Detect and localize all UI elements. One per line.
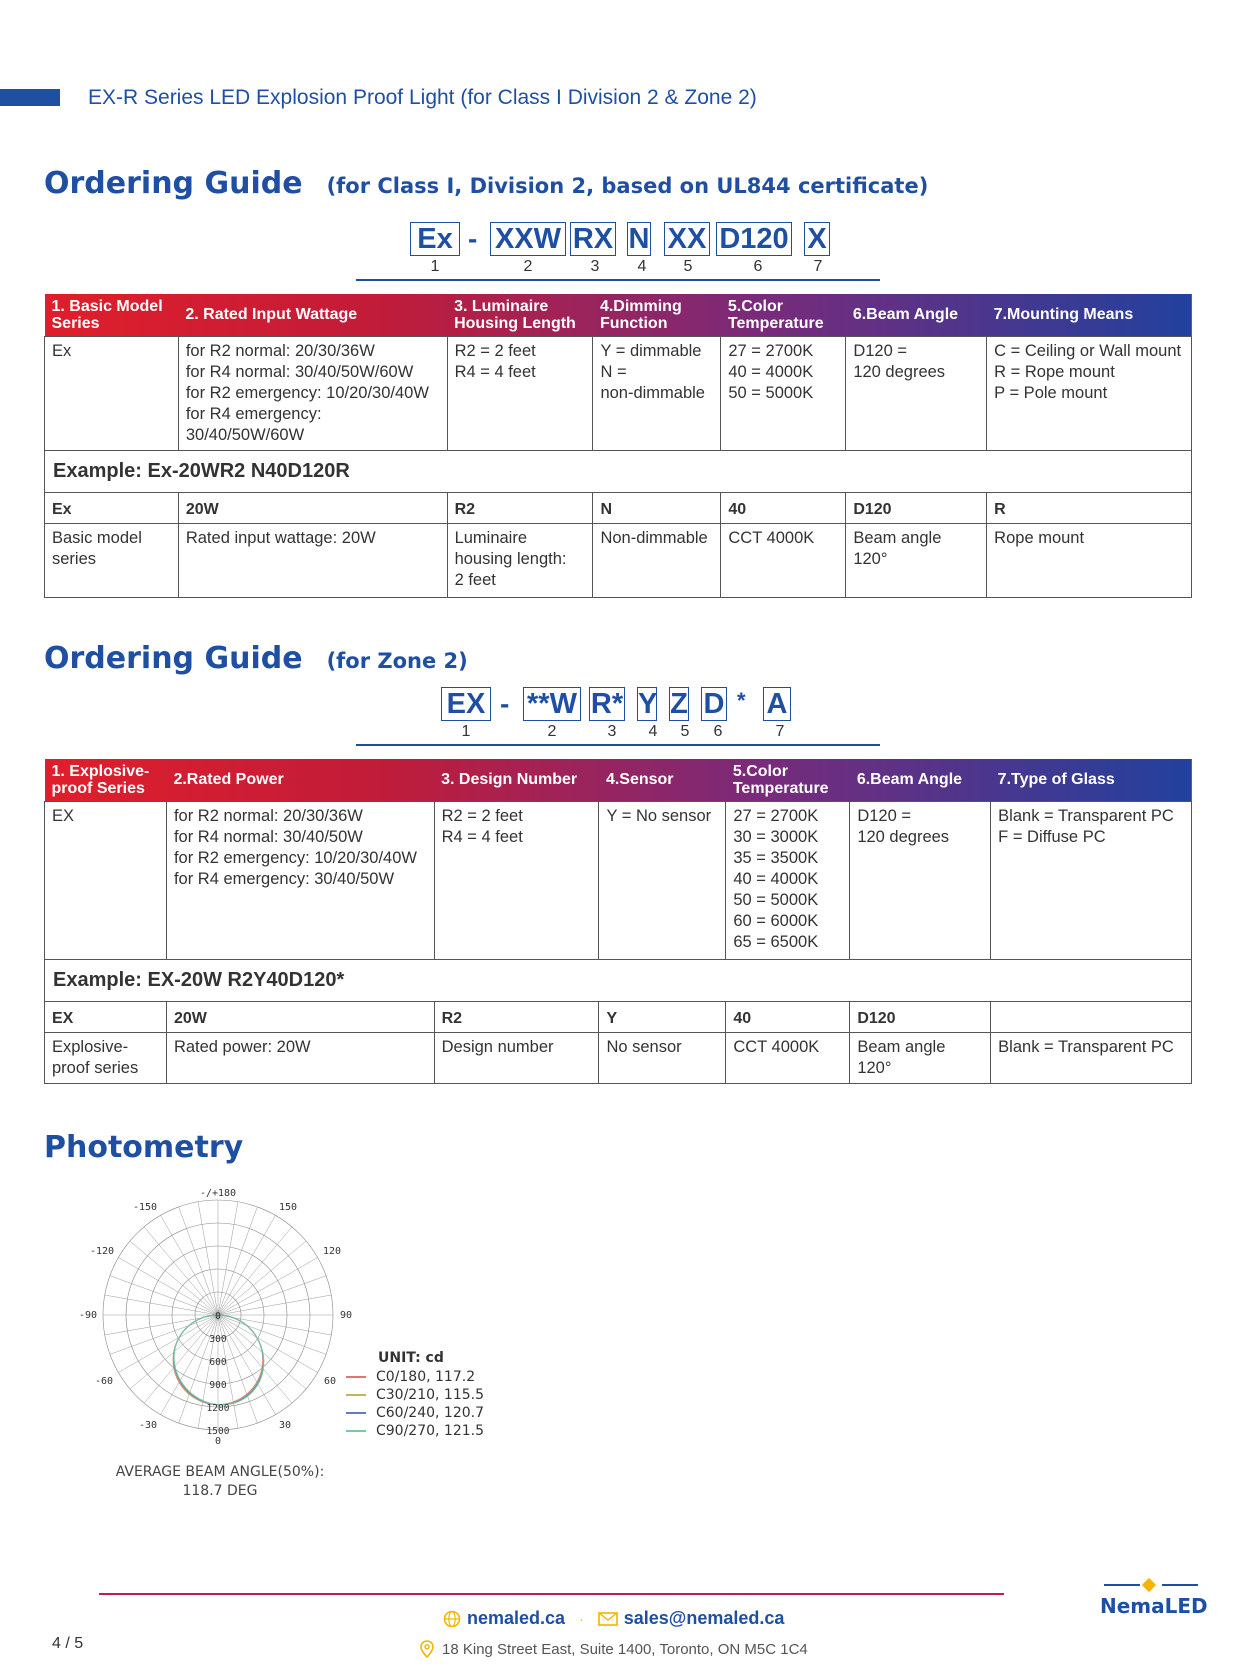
radial-label: 900 bbox=[209, 1380, 227, 1391]
example-code-cell: D120 bbox=[850, 1001, 991, 1032]
radial-label: 300 bbox=[209, 1334, 227, 1345]
example-code-cell: R2 bbox=[447, 492, 593, 523]
example-title: Example: EX-20W R2Y40D120* bbox=[45, 959, 1192, 1001]
code-part-5: XX bbox=[664, 222, 710, 256]
angle-label: -120 bbox=[89, 1246, 115, 1257]
angle-label: -90 bbox=[78, 1310, 98, 1321]
table-cell: R2 = 2 feet R4 = 4 feet bbox=[434, 801, 599, 959]
section2-title: Ordering Guide bbox=[44, 641, 303, 676]
angle-label: -150 bbox=[132, 1202, 158, 1213]
average-beam-angle bbox=[100, 1463, 340, 1501]
code-num-5: 5 bbox=[683, 258, 693, 275]
table-cell: R2 = 2 feet R4 = 4 feet bbox=[447, 336, 593, 450]
example-code-cell: R2 bbox=[434, 1001, 599, 1032]
code-part-2: XXW bbox=[490, 222, 566, 256]
company-logo bbox=[1100, 1580, 1210, 1630]
legend-swatch bbox=[346, 1430, 366, 1432]
example-desc-cell: CCT 4000K bbox=[721, 523, 846, 597]
example-code-cell: 40 bbox=[721, 492, 846, 523]
code-num-5: 5 bbox=[680, 723, 690, 740]
header-cell: 7.Mounting Means bbox=[993, 306, 1134, 324]
header-cell: 1. Basic Model Series bbox=[51, 297, 163, 332]
photometry-heading bbox=[44, 1130, 243, 1165]
header-cell: 2. Rated Input Wattage bbox=[185, 306, 358, 324]
legend-label: C0/180, 117.2 bbox=[376, 1369, 476, 1385]
example-title-row bbox=[45, 959, 1192, 1001]
document-title: EX-R Series LED Explosion Proof Light (for Class I Division 2 & Zone 2) bbox=[88, 86, 757, 109]
table-cell: Blank = Transparent PC F = Diffuse PC bbox=[991, 801, 1192, 959]
code-dash: - bbox=[500, 688, 510, 719]
footer-address bbox=[420, 1640, 808, 1658]
example-desc-row bbox=[45, 523, 1192, 597]
example-desc-cell: Luminaire housing length: 2 feet bbox=[447, 523, 593, 597]
table-row bbox=[45, 336, 1192, 450]
table-cell: EX bbox=[45, 801, 167, 959]
example-desc-cell: Beam angle 120° bbox=[850, 1032, 991, 1083]
code-underline bbox=[356, 279, 880, 281]
code-part-4: Y bbox=[638, 688, 658, 720]
example-code-cell: EX bbox=[45, 1001, 167, 1032]
angle-label: 120 bbox=[322, 1246, 342, 1257]
code-num-4: 4 bbox=[648, 723, 658, 740]
example-desc-cell: Beam angle 120° bbox=[846, 523, 987, 597]
legend-item bbox=[346, 1422, 484, 1440]
code-num-2: 2 bbox=[523, 258, 533, 275]
angle-label: -30 bbox=[138, 1420, 158, 1431]
radial-label: 0 bbox=[215, 1311, 221, 1322]
example-desc-cell: CCT 4000K bbox=[726, 1032, 850, 1083]
header-cell: 5.Color Temperature bbox=[732, 762, 829, 797]
legend-item bbox=[346, 1368, 484, 1386]
avg-beam-value: 118.7 DEG bbox=[182, 1483, 258, 1499]
photometry-legend bbox=[346, 1350, 484, 1440]
angle-label: 0 bbox=[214, 1436, 222, 1447]
header-cell: 4.Sensor bbox=[605, 771, 674, 789]
header-cell: 2.Rated Power bbox=[173, 771, 284, 789]
table-cell: D120 = 120 degrees bbox=[850, 801, 991, 959]
unit-label: UNIT: cd bbox=[378, 1350, 444, 1366]
example-desc-row bbox=[45, 1032, 1192, 1083]
legend-label: C60/240, 120.7 bbox=[376, 1405, 485, 1421]
example-desc-cell: Rated power: 20W bbox=[166, 1032, 434, 1083]
example-title: Example: Ex-20WR2 N40D120R bbox=[45, 450, 1192, 492]
example-desc-cell: No sensor bbox=[599, 1032, 726, 1083]
globe-icon bbox=[443, 1610, 461, 1628]
photometry-title: Photometry bbox=[44, 1130, 244, 1165]
table-cell: 27 = 2700K 40 = 4000K 50 = 5000K bbox=[721, 336, 846, 450]
section1-title: Ordering Guide bbox=[44, 166, 303, 201]
table-cell: Y = No sensor bbox=[599, 801, 726, 959]
example-code-cell: D120 bbox=[846, 492, 987, 523]
code-part-2: **W bbox=[523, 687, 581, 721]
code-num-1: 1 bbox=[430, 258, 440, 275]
code-num-6: 6 bbox=[713, 723, 723, 740]
code-part-6: D bbox=[701, 687, 727, 721]
legend-swatch bbox=[346, 1412, 366, 1414]
section1-subtitle: (for Class I, Division 2, based on UL844 certificate) bbox=[326, 174, 929, 198]
example-desc-cell: Rated input wattage: 20W bbox=[178, 523, 447, 597]
header-cell: 4.Dimming Function bbox=[599, 297, 682, 332]
table-cell: Y = dimmable N = non-dimmable bbox=[593, 336, 721, 450]
example-desc-cell: Non-dimmable bbox=[593, 523, 721, 597]
code-num-4: 4 bbox=[637, 258, 647, 275]
table-row bbox=[45, 801, 1192, 959]
legend-label: C30/210, 115.5 bbox=[376, 1387, 485, 1403]
radial-label: 1200 bbox=[206, 1403, 230, 1414]
header-cell: 5.Color Temperature bbox=[727, 297, 824, 332]
legend-item bbox=[346, 1404, 484, 1422]
section2-table bbox=[44, 759, 1192, 1084]
location-pin-icon bbox=[420, 1640, 434, 1658]
example-desc-cell: Basic model series bbox=[45, 523, 179, 597]
angle-label: -/+180 bbox=[199, 1188, 237, 1199]
header-accent-bar bbox=[0, 89, 60, 106]
code-part-4: N bbox=[628, 223, 650, 255]
code-part-3: R* bbox=[590, 688, 624, 720]
header-cell: 3. Luminaire Housing Length bbox=[454, 297, 576, 332]
radial-label: 1500 bbox=[206, 1426, 230, 1437]
table-cell: 27 = 2700K 30 = 3000K 35 = 3500K 40 = 4000K 50 = 5000K 60 = 6000K 65 = 6500K bbox=[726, 801, 850, 959]
section2-heading bbox=[44, 641, 468, 676]
polar-photometry-chart bbox=[70, 1182, 370, 1452]
section2-subtitle: (for Zone 2) bbox=[326, 649, 468, 673]
section1-heading bbox=[44, 166, 928, 201]
code-num-3: 3 bbox=[607, 723, 617, 740]
code-underline bbox=[356, 744, 880, 746]
email-link[interactable]: sales@nemaled.ca bbox=[623, 1608, 785, 1628]
mail-icon bbox=[598, 1612, 618, 1626]
code-num-3: 3 bbox=[590, 258, 600, 275]
logo-text: NemaLED bbox=[1100, 1594, 1208, 1618]
example-code-cell: N bbox=[593, 492, 721, 523]
example-code-row bbox=[45, 492, 1192, 523]
code-part-7: X bbox=[804, 222, 830, 256]
example-title-row bbox=[45, 450, 1192, 492]
angle-label: 90 bbox=[339, 1310, 353, 1321]
angle-label: 60 bbox=[323, 1376, 337, 1387]
page-number: 4 / 5 bbox=[52, 1635, 84, 1652]
table-cell: D120 = 120 degrees bbox=[846, 336, 987, 450]
code-dash: - bbox=[468, 223, 478, 254]
example-code-cell: 20W bbox=[178, 492, 447, 523]
header-cell: 6.Beam Angle bbox=[856, 771, 963, 789]
legend-label: C90/270, 121.5 bbox=[376, 1423, 485, 1439]
table-cell: for R2 normal: 20/30/36W for R4 normal: 30/40/50W for R2 emergency: 10/20/30/40W for R4 emergency: 30/40/50W bbox=[166, 801, 434, 959]
header-cell: 3. Design Number bbox=[441, 771, 578, 789]
example-code-cell bbox=[991, 1001, 1192, 1032]
code-num-7: 7 bbox=[775, 723, 785, 740]
footer-separator: · bbox=[579, 1610, 584, 1627]
example-desc-cell: Rope mount bbox=[987, 523, 1192, 597]
example-desc-cell: Blank = Transparent PC bbox=[991, 1032, 1192, 1083]
table-header-row bbox=[45, 294, 1192, 336]
example-code-cell: 40 bbox=[726, 1001, 850, 1032]
code-part-5: Z bbox=[670, 688, 688, 720]
code-star: * bbox=[737, 688, 746, 713]
footer-contacts bbox=[443, 1608, 784, 1629]
website-link[interactable]: nemaled.ca bbox=[467, 1608, 566, 1628]
example-code-row bbox=[45, 1001, 1192, 1032]
example-code-cell: Ex bbox=[45, 492, 179, 523]
header-cell: 1. Explosive-proof Series bbox=[51, 762, 150, 797]
table-header-row bbox=[45, 759, 1192, 801]
code-num-1: 1 bbox=[461, 723, 471, 740]
angle-label: 150 bbox=[278, 1202, 298, 1213]
code-num-2: 2 bbox=[547, 723, 557, 740]
example-code-cell: R bbox=[987, 492, 1192, 523]
angle-label: 30 bbox=[278, 1420, 292, 1431]
code-part-1: Ex bbox=[410, 222, 460, 256]
address-text: 18 King Street East, Suite 1400, Toronto, ON M5C 1C4 bbox=[442, 1640, 808, 1658]
code-part-3: RX bbox=[570, 222, 616, 256]
example-code-cell: 20W bbox=[166, 1001, 434, 1032]
code-part-6: D120 bbox=[716, 222, 792, 256]
code-num-6: 6 bbox=[753, 258, 763, 275]
radial-label: 600 bbox=[209, 1357, 227, 1368]
header-cell: 6.Beam Angle bbox=[852, 306, 959, 324]
table-cell: for R2 normal: 20/30/36W for R4 normal: 30/40/50W/60W for R2 emergency: 10/20/30/40W for R4 emergency: 30/40/50W/60W bbox=[178, 336, 447, 450]
code-part-1: EX bbox=[441, 687, 491, 721]
example-desc-cell: Design number bbox=[434, 1032, 599, 1083]
example-desc-cell: Explosive- proof series bbox=[45, 1032, 167, 1083]
avg-beam-label: AVERAGE BEAM ANGLE(50%): bbox=[115, 1464, 325, 1480]
angle-label: -60 bbox=[94, 1376, 114, 1387]
example-code-cell: Y bbox=[599, 1001, 726, 1032]
code-part-7: A bbox=[763, 687, 791, 721]
table-cell: Ex bbox=[45, 336, 179, 450]
legend-swatch bbox=[346, 1394, 366, 1396]
code-num-7: 7 bbox=[813, 258, 823, 275]
legend-item bbox=[346, 1386, 484, 1404]
legend-swatch bbox=[346, 1376, 366, 1378]
section1-table bbox=[44, 294, 1192, 598]
table-cell: C = Ceiling or Wall mount R = Rope mount P = Pole mount bbox=[987, 336, 1192, 450]
footer-divider bbox=[99, 1593, 1004, 1595]
header-cell: 7.Type of Glass bbox=[997, 771, 1115, 789]
